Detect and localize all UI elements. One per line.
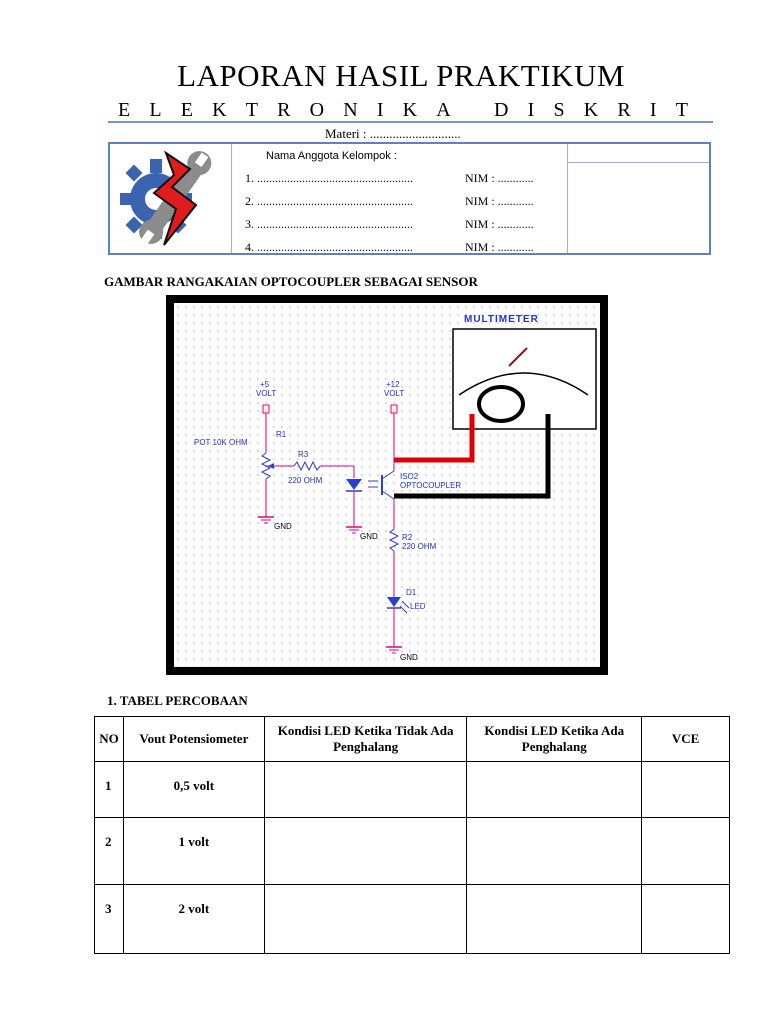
- r2-value-label: 220 OHM: [402, 542, 437, 551]
- subtitle-letter: S: [553, 99, 565, 121]
- circuit-diagram: [166, 295, 608, 675]
- resistor-r3: [294, 462, 320, 470]
- r3-label: R3: [298, 450, 309, 459]
- member-row: [245, 217, 534, 232]
- materi-field: Materi : ............................: [325, 126, 461, 141]
- led-emission-arrow: [402, 601, 409, 608]
- subtitle-letter: R: [617, 99, 631, 121]
- subtitle-letter: D: [494, 99, 509, 121]
- title-rule: [108, 121, 713, 123]
- plus12-label: +12: [386, 380, 400, 389]
- gnd-label-1: GND: [274, 522, 292, 531]
- led-d1: [387, 597, 401, 607]
- col-header-ada-penghalang: Kondisi LED Ketika Ada Penghalang: [467, 717, 642, 762]
- cell-vce[interactable]: [642, 818, 730, 885]
- r3-value-label: 220 OHM: [288, 476, 323, 485]
- cell-ada-penghalang[interactable]: [467, 762, 642, 818]
- member-nim-field: NIM : ............: [465, 217, 534, 231]
- member-name-field: ....................................................: [257, 240, 413, 254]
- cell-vout: 2 volt: [123, 885, 264, 954]
- plus5-label: +5: [260, 380, 270, 389]
- member-number: 2.: [245, 194, 254, 208]
- led-label: LED: [410, 602, 426, 611]
- cell-no: 2: [95, 818, 124, 885]
- vcc5-terminal: [263, 405, 269, 413]
- iso-label: ISO2: [400, 472, 419, 481]
- member-nim-field: NIM : ............: [465, 194, 534, 208]
- member-name-field: ....................................................: [257, 194, 413, 208]
- table-row: [95, 818, 730, 885]
- multimeter-label: MULTIMETER: [464, 314, 539, 325]
- volt-label-2: VOLT: [384, 389, 405, 398]
- vcc12-terminal: [391, 405, 397, 413]
- subtitle-letter: N: [343, 99, 358, 121]
- subtitle-letter: E: [118, 99, 131, 121]
- table-heading: 1. TABEL PERCOBAAN: [107, 693, 248, 708]
- phototransistor-collector: [382, 471, 394, 479]
- member-name-field: ....................................................: [257, 171, 413, 185]
- pot-value-label: POT 10K OHM: [194, 438, 248, 447]
- cell-vce[interactable]: [642, 885, 730, 954]
- member-name-field: ....................................................: [257, 217, 413, 231]
- page-subtitle: [118, 99, 688, 122]
- resistor-r2: [390, 529, 398, 551]
- cell-ada-penghalang[interactable]: [467, 818, 642, 885]
- members-title: Nama Anggota Kelompok :: [266, 150, 397, 162]
- subtitle-letter: [470, 99, 475, 122]
- subtitle-letter: R: [277, 99, 291, 121]
- subtitle-letter: A: [436, 99, 451, 121]
- col-header-tidak-penghalang: Kondisi LED Ketika Tidak Ada Penghalang: [264, 717, 467, 762]
- subtitle-letter: T: [675, 99, 688, 121]
- member-nim-field: NIM : ............: [465, 240, 534, 254]
- table-header-row: [95, 717, 730, 762]
- subtitle-letter: K: [583, 99, 599, 121]
- subtitle-letter: I: [376, 99, 384, 121]
- cell-vout: 1 volt: [123, 818, 264, 885]
- circuit-heading: GAMBAR RANGAKAIAN OPTOCOUPLER SEBAGAI SENSOR: [104, 274, 478, 289]
- cell-tidak-penghalang[interactable]: [264, 762, 467, 818]
- member-number: 3.: [245, 217, 254, 231]
- cell-ada-penghalang[interactable]: [467, 885, 642, 954]
- cell-vce[interactable]: [642, 762, 730, 818]
- r2-label: R2: [402, 533, 413, 542]
- subtitle-letter: K: [402, 99, 418, 121]
- volt-label-1: VOLT: [256, 389, 277, 398]
- table-row: [95, 885, 730, 954]
- cell-no: 1: [95, 762, 124, 818]
- led-emission-arrow: [400, 606, 407, 613]
- cell-tidak-penghalang[interactable]: [264, 885, 467, 954]
- gnd-label-3: GND: [400, 653, 418, 662]
- member-row: [245, 171, 534, 186]
- member-number: 1.: [245, 171, 254, 185]
- subtitle-letter: I: [527, 99, 535, 121]
- electronics-logo-icon: [116, 147, 226, 252]
- cell-no: 3: [95, 885, 124, 954]
- r1-label: R1: [276, 430, 287, 439]
- subtitle-letter: L: [149, 99, 162, 121]
- member-nim-field: NIM : ............: [465, 171, 534, 185]
- col-header-vce: VCE: [642, 717, 730, 762]
- member-row: [245, 240, 534, 255]
- optocoupler-label: OPTOCOUPLER: [400, 481, 462, 490]
- opto-led: [346, 479, 362, 490]
- member-number: 4.: [245, 240, 254, 254]
- col-header-vout: Vout Potensiometer: [123, 717, 264, 762]
- gnd-label-2: GND: [360, 532, 378, 541]
- experiment-table: [94, 716, 730, 954]
- page-title: LAPORAN HASIL PRAKTIKUM: [177, 58, 625, 93]
- subtitle-letter: T: [245, 99, 258, 121]
- member-row: [245, 194, 534, 209]
- subtitle-letter: O: [309, 99, 325, 121]
- col-header-no: NO: [95, 717, 124, 762]
- subtitle-letter: K: [212, 99, 227, 121]
- d1-label: D1: [406, 588, 417, 597]
- subtitle-letter: I: [649, 99, 657, 121]
- cell-tidak-penghalang[interactable]: [264, 818, 467, 885]
- cell-vout: 0,5 volt: [123, 762, 264, 818]
- subtitle-letter: E: [180, 99, 193, 121]
- table-row: [95, 762, 730, 818]
- phototransistor-emitter: [382, 491, 394, 499]
